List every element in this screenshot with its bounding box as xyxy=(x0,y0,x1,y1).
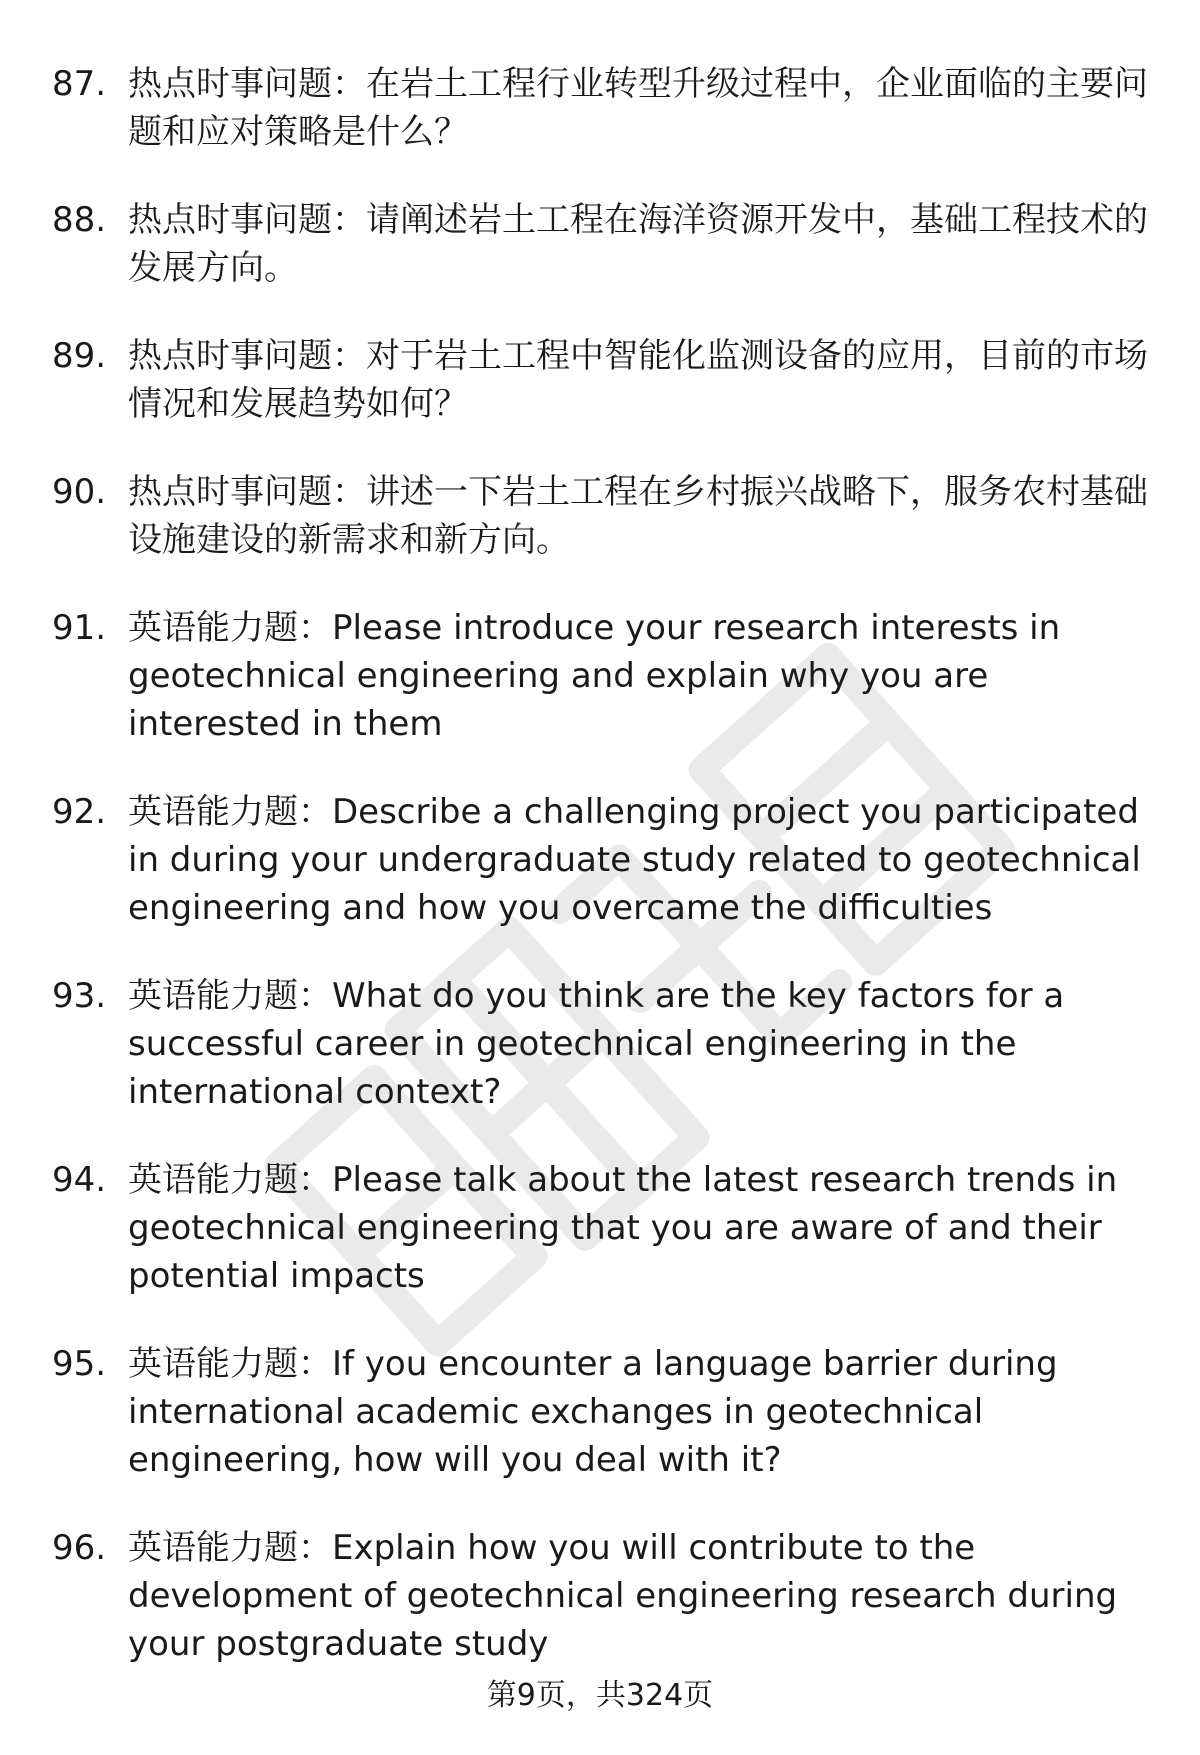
question-item xyxy=(0,1340,1200,1484)
question-text: 热点时事问题：讲述一下岩土工程在乡村振兴战略下，服务农村基础设施建设的新需求和新方向。 xyxy=(128,472,1148,560)
question-item xyxy=(0,196,1200,292)
question-text: 英语能力题：Explain how you will contribute to the development of geotechnical engineering research during your postgraduate study xyxy=(128,1528,1118,1664)
question-item xyxy=(0,972,1200,1116)
question-text: 英语能力题：If you encounter a language barrier during international academic exchanges in geotechnical engineering, how will you deal with it? xyxy=(128,1344,1058,1480)
question-text: 英语能力题：Please introduce your research interests in geotechnical engineering and explain why you are interested in them xyxy=(128,608,1061,744)
question-number: 94. xyxy=(52,1160,107,1200)
question-item xyxy=(0,1524,1200,1668)
question-number: 87. xyxy=(52,64,107,104)
question-number: 91. xyxy=(52,608,107,648)
question-number: 90. xyxy=(52,472,107,512)
question-number: 88. xyxy=(52,200,107,240)
question-list xyxy=(0,60,1200,1708)
page-footer: 第9页，共324页 xyxy=(486,1678,714,1713)
question-item xyxy=(0,604,1200,748)
question-text: 热点时事问题：对于岩土工程中智能化监测设备的应用，目前的市场情况和发展趋势如何？ xyxy=(128,336,1148,424)
question-number: 95. xyxy=(52,1344,107,1384)
question-text: 热点时事问题：请阐述岩土工程在海洋资源开发中，基础工程技术的发展方向。 xyxy=(128,200,1148,288)
question-item xyxy=(0,60,1200,156)
question-number: 96. xyxy=(52,1528,107,1568)
question-number: 89. xyxy=(52,336,107,376)
question-text: 英语能力题：Describe a challenging project you participated in during your undergraduate study related to geotechnical engineering and how you overcame the difficulties xyxy=(128,792,1141,928)
question-number: 92. xyxy=(52,792,107,832)
question-number: 93. xyxy=(52,976,107,1016)
question-text: 英语能力题：What do you think are the key factors for a successful career in geotechnical engineering in the international context? xyxy=(128,976,1065,1112)
question-item xyxy=(0,468,1200,564)
question-item xyxy=(0,788,1200,932)
question-item xyxy=(0,1156,1200,1300)
question-text: 热点时事问题：在岩土工程行业转型升级过程中，企业面临的主要问题和应对策略是什么？ xyxy=(128,64,1148,152)
question-item xyxy=(0,332,1200,428)
question-text: 英语能力题：Please talk about the latest research trends in geotechnical engineering that you are aware of and their potential impacts xyxy=(128,1160,1118,1296)
